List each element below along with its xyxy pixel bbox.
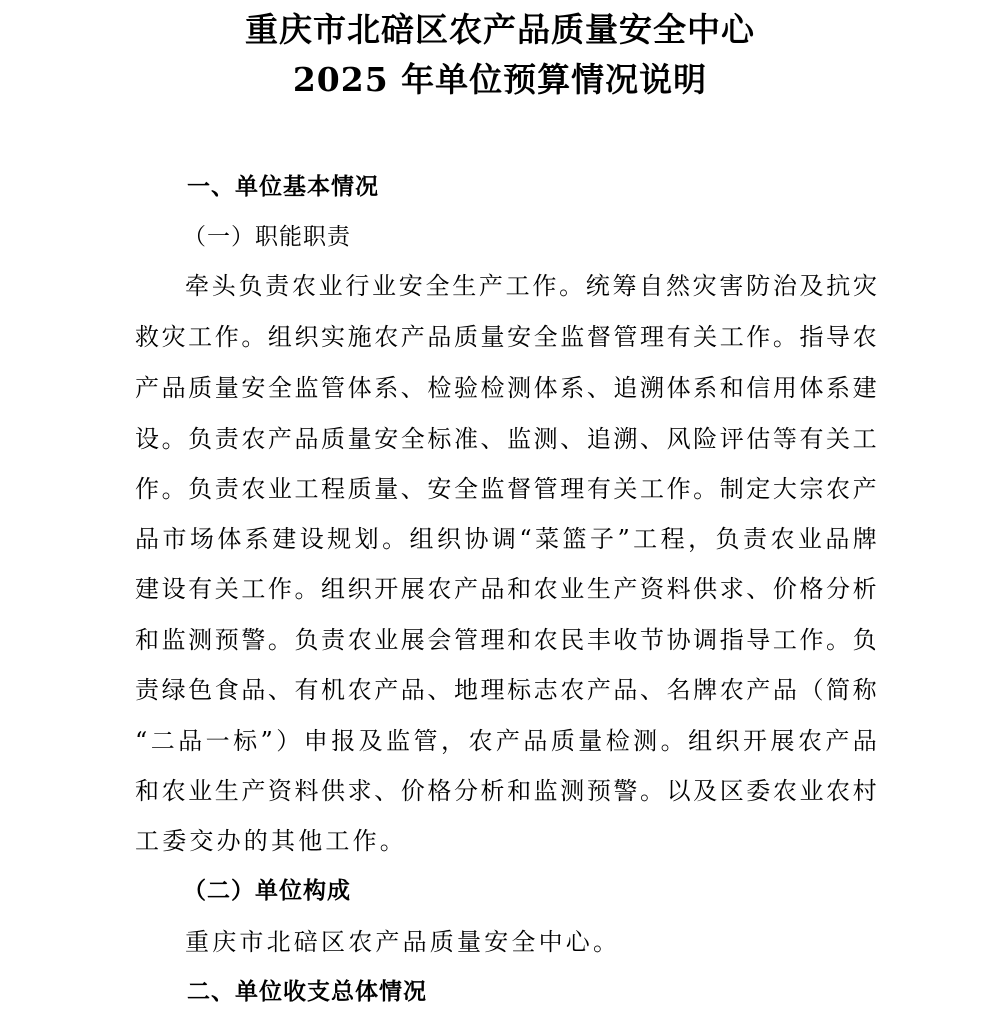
paragraph-line: 牵 头 负 责 农 业 行 业 安 全 生 产 工 作 。 统 筹 自 然 灾 害 防 治 及 抗 灾 <box>185 272 877 300</box>
paragraph-line: 工委交办的其他工作。 <box>135 827 407 855</box>
document-title: 重庆市北碚区农产品质量安全中心 <box>245 10 755 49</box>
paragraph-line: 建 设 有 关 工 作 。 组 织 开 展 农 产 品 和 农 业 生 产 资 料 供 求 、 价 格 分 析 <box>135 575 877 603</box>
paragraph-line: 产 品 质 量 安 全 监 管 体 系 、 检 验 检 测 体 系 、 追 溯 体 系 和 信 用 体 系 建 <box>135 374 877 402</box>
subsection-heading-composition: （二）单位构成 <box>183 877 351 904</box>
paragraph-line: 救 灾 工 作 。 组 织 实 施 农 产 品 质 量 安 全 监 督 管 理 有 关 工 作 。 指 导 农 <box>135 323 877 351</box>
document-subtitle: 2025 年单位预算情况说明 <box>292 60 708 99</box>
section-heading-basic-info: 一、单位基本情况 <box>187 174 379 200</box>
paragraph-line: 设 。 负 责 农 产 品 质 量 安 全 标 准 、 监 测 、 追 溯 、 风 险 评 估 等 有 关 工 <box>135 425 877 453</box>
paragraph-line: 品 市 场 体 系 建 设 规 划 。 组 织 协 调 “ 菜 篮 子 ” 工 程 ， 负 责 农 业 品 牌 <box>135 525 877 553</box>
paragraph-line: 和 监 测 预 警 。 负 责 农 业 展 会 管 理 和 农 民 丰 收 节 协 调 指 导 工 作 。 负 <box>135 626 877 654</box>
section-heading-income-expenditure: 二、单位收支总体情况 <box>187 979 427 1005</box>
paragraph-line: 作 。 负 责 农 业 工 程 质 量 、 安 全 监 督 管 理 有 关 工 作 。 制 定 大 宗 农 产 <box>135 475 877 503</box>
paragraph-composition: 重庆市北碚区农产品质量安全中心。 <box>185 928 621 956</box>
subsection-heading-functions: （一）职能职责 <box>183 224 351 250</box>
paragraph-line: “ 二 品 一 标 ” ） 申 报 及 监 管 ， 农 产 品 质 量 检 测 。 组 织 开 展 农 产 品 <box>135 727 877 755</box>
paragraph-line: 责 绿 色 食 品 、 有 机 农 产 品 、 地 理 标 志 农 产 品 、 名 牌 农 产 品 （ 简 称 <box>135 676 877 704</box>
paragraph-line: 和 农 业 生 产 资 料 供 求 、 价 格 分 析 和 监 测 预 警 。 以 及 区 委 农 业 农 村 <box>135 777 877 805</box>
